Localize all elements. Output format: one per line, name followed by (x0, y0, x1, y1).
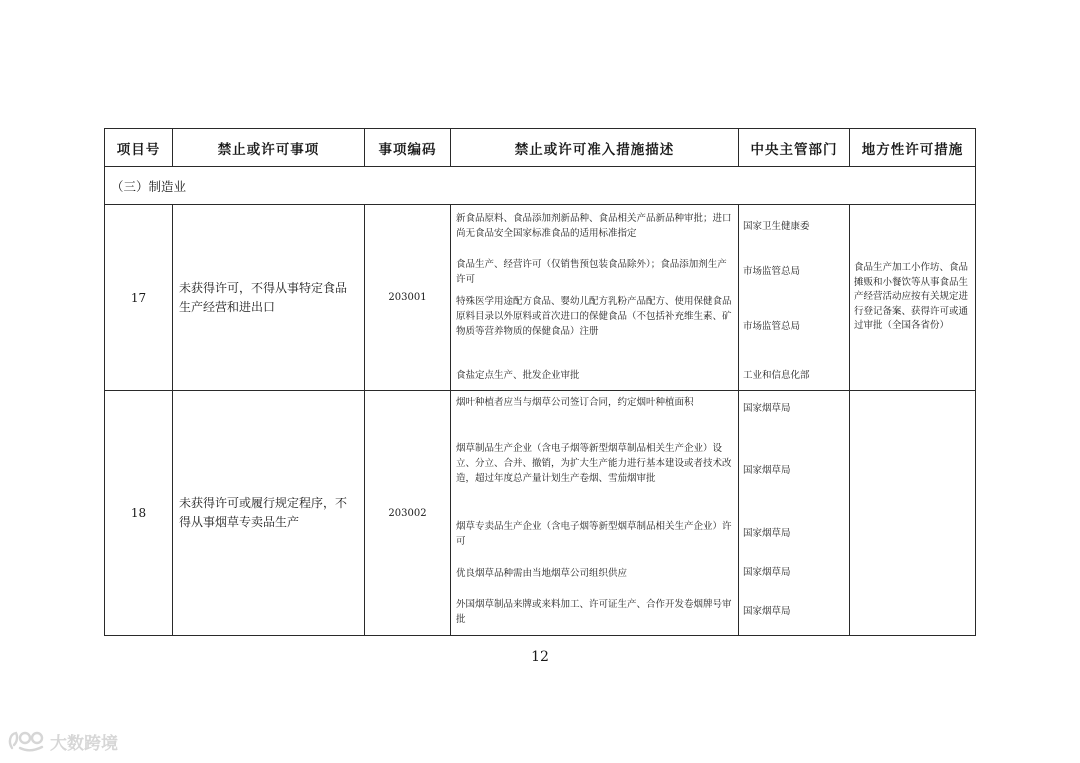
department-item: 国家烟草局 (743, 606, 791, 617)
row-item: 未获得许可，不得从事特定食品生产经营和进出口 (173, 205, 365, 391)
department-item: 国家烟草局 (743, 465, 791, 476)
permit-table (104, 128, 976, 636)
section-row (105, 167, 976, 205)
department-item: 国家烟草局 (743, 528, 791, 539)
header-department: 中央主管部门 (739, 129, 850, 167)
row-descriptions (451, 391, 739, 636)
page-number: 12 (531, 649, 549, 665)
table-row (105, 205, 976, 391)
description-item: 烟叶种植者应当与烟草公司签订合同，约定烟叶种植面积 (456, 397, 694, 408)
description-item: 烟草制品生产企业（含电子烟等新型烟草制品相关生产企业）设立、分立、合并、撤销，为扩大生产能力进行基本建设或者技术改造，超过年度总产量计划生产卷烟、雪茄烟审批 (456, 443, 732, 484)
table-header-row (105, 129, 976, 167)
dashuju-logo-icon (6, 728, 50, 754)
header-code: 事项编码 (365, 129, 451, 167)
description-item: 新食品原料、食品添加剂新品种、食品相关产品新品种审批；进口尚无食品安全国家标准食品的适用标准指定 (456, 213, 732, 239)
header-number: 项目号 (105, 129, 173, 167)
header-description: 禁止或许可准入措施描述 (451, 129, 739, 167)
description-item: 食盐定点生产、批发企业审批 (456, 370, 580, 381)
row-code: 203001 (365, 205, 451, 391)
section-title: （三）制造业 (105, 167, 976, 205)
department-item: 工业和信息化部 (743, 370, 810, 381)
description-item: 食品生产、经营许可（仅销售预包装食品除外）；食品添加剂生产许可 (456, 259, 727, 285)
row-code: 203002 (365, 391, 451, 636)
header-item: 禁止或许可事项 (173, 129, 365, 167)
department-item: 国家烟草局 (743, 403, 791, 414)
department-item: 国家烟草局 (743, 567, 791, 578)
watermark (6, 728, 118, 754)
description-item: 外国烟草制品来牌或来料加工、许可证生产、合作开发卷烟牌号审批 (456, 599, 732, 625)
department-item: 市场监管总局 (743, 321, 801, 332)
row-item: 未获得许可或履行规定程序，不得从事烟草专卖品生产 (173, 391, 365, 636)
header-local: 地方性许可措施 (850, 129, 976, 167)
row-number: 17 (105, 205, 173, 391)
description-item: 烟草专卖品生产企业（含电子烟等新型烟草制品相关生产企业）许可 (456, 521, 732, 547)
description-item: 优良烟草品种需由当地烟草公司组织供应 (456, 568, 628, 579)
row-local (850, 391, 976, 636)
row-departments (739, 391, 850, 636)
department-item: 市场监管总局 (743, 266, 801, 277)
department-item: 国家卫生健康委 (743, 221, 810, 232)
table-row (105, 391, 976, 636)
row-local: 食品生产加工小作坊、食品摊贩和小餐饮等从事食品生产经营活动应按有关规定进行登记备案、获得许可或通过审批（全国各省份） (850, 205, 976, 391)
description-item: 特殊医学用途配方食品、婴幼儿配方乳粉产品配方、使用保健食品原料目录以外原料或首次进口的保健食品（不包括补充维生素、矿物质等营养物质的保健食品）注册 (456, 296, 732, 337)
row-departments (739, 205, 850, 391)
row-number: 18 (105, 391, 173, 636)
row-descriptions (451, 205, 739, 391)
watermark-text: 大数跨境 (50, 733, 118, 754)
